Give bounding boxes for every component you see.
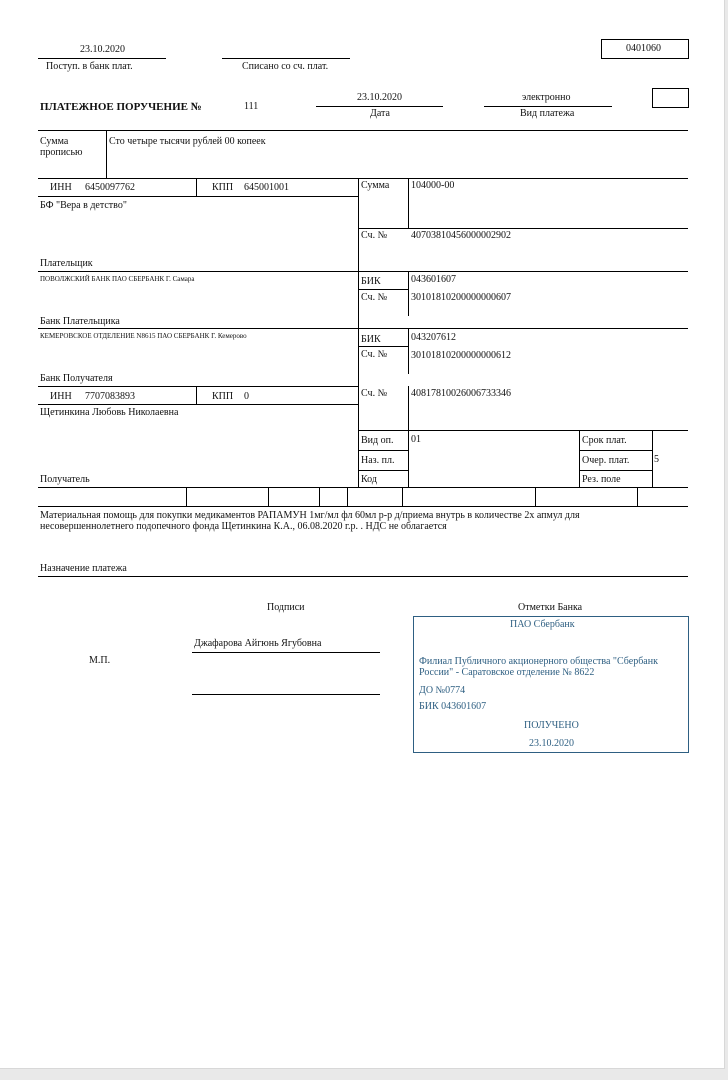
recipient-account: 40817810026006733346 (411, 388, 511, 399)
stamp-date: 23.10.2020 (529, 738, 574, 749)
grid-line (358, 450, 408, 451)
grid-line (535, 487, 536, 506)
date-label: Дата (370, 108, 390, 119)
payer-account: 40703810456000002902 (411, 230, 511, 241)
ocher-plat-label: Очер. плат. (582, 455, 630, 466)
document-number: 111 (244, 101, 259, 112)
grid-line (402, 487, 403, 506)
recipient-bank-label: Банк Получателя (40, 373, 113, 384)
grid-line (38, 271, 688, 272)
grid-line (38, 506, 688, 507)
grid-line (358, 228, 688, 229)
grid-line (408, 178, 409, 228)
signature-line-2 (192, 694, 380, 695)
stamp-status: ПОЛУЧЕНО (524, 720, 579, 731)
grid-line (358, 289, 408, 290)
purpose-line-1: Материальная помощь для покупки медикаментов РАПАМУН 1мг/мл фл 60мл р-р д/приема внутрь в количестве 2х апмул для (40, 510, 580, 521)
grid-line (347, 487, 348, 506)
recipient-bank-account-label: Сч. № (361, 349, 388, 360)
kod-label: Код (361, 474, 377, 485)
recipient-bank-bik-label: БИК (361, 334, 381, 345)
recipient-inn: 7707083893 (85, 391, 135, 402)
amount-value: 104000-00 (411, 180, 455, 191)
debited-label: Списано со сч. плат. (242, 61, 329, 72)
payer-kpp-label: КПП (212, 182, 234, 193)
recipient-name: Щетинкина Любовь Николаевна (40, 407, 179, 418)
grid-line (579, 450, 652, 451)
grid-line (38, 404, 358, 405)
grid-line (38, 196, 358, 197)
payer-label: Плательщик (40, 258, 93, 269)
grid-line (196, 386, 197, 404)
recipient-bank-bik: 043207612 (411, 332, 456, 343)
debited-line (222, 58, 350, 59)
bank-received-line (38, 58, 166, 59)
purpose-bottom-line (38, 576, 688, 577)
bank-received-label: Поступ. в банк плат. (46, 61, 133, 72)
purpose-label: Назначение платежа (40, 563, 127, 574)
payment-status-box (652, 88, 689, 108)
grid-line (358, 178, 359, 487)
payer-inn-label: ИНН (50, 182, 72, 193)
payment-type-label: Вид платежа (520, 108, 575, 119)
rez-pole-label: Рез. поле (582, 474, 621, 485)
recipient-inn-label: ИНН (50, 391, 72, 402)
recipient-label: Получатель (40, 474, 90, 485)
grid-line (408, 328, 409, 374)
payer-bank-name: ПОВОЛЖСКИЙ БАНК ПАО СБЕРБАНК Г. Самара (40, 275, 195, 283)
grid-line (268, 487, 269, 506)
bank-received-date: 23.10.2020 (80, 44, 125, 55)
form-code: 0401060 (626, 43, 661, 54)
payer-account-label: Сч. № (361, 230, 388, 241)
bank-marks-label: Отметки Банка (518, 602, 583, 613)
amount-words-label-1: Сумма (40, 136, 69, 147)
bank-stamp (413, 616, 689, 753)
payer-bank-bik-label: БИК (361, 276, 381, 287)
vid-op-label: Вид оп. (361, 435, 394, 446)
srok-plat-label: Срок плат. (582, 435, 627, 446)
amount-label: Сумма (361, 180, 390, 191)
grid-line (38, 386, 358, 387)
grid-line (38, 328, 688, 329)
amount-words-top-line (38, 130, 688, 131)
grid-line (358, 470, 408, 471)
signer-name: Джафарова Айгюнь Ягубовна (194, 638, 322, 649)
vid-op-value: 01 (411, 434, 421, 445)
recipient-bank-name: КЕМЕРОВСКОЕ ОТДЕЛЕНИЕ N8615 ПАО СБЕРБАНК Г. Кемерово (40, 332, 247, 340)
grid-line (38, 178, 688, 179)
amount-words-label-2: прописью (40, 147, 83, 158)
grid-line (652, 430, 653, 487)
payment-type-value: электронно (522, 92, 571, 103)
payer-name: БФ "Вера в детство" (40, 200, 127, 211)
date-value: 23.10.2020 (357, 92, 402, 103)
recipient-kpp-label: КПП (212, 391, 234, 402)
grid-line (38, 487, 688, 488)
recipient-kpp: 0 (244, 391, 249, 402)
date-line (316, 106, 443, 107)
grid-line (196, 178, 197, 196)
stamp-office: ДО №0774 (419, 685, 466, 696)
mp-label: М.П. (89, 655, 111, 666)
payer-bank-account-label: Сч. № (361, 292, 388, 303)
grid-line (358, 346, 408, 347)
payer-bank-bik: 043601607 (411, 274, 456, 285)
grid-line (637, 487, 638, 506)
signature-line-1 (192, 652, 380, 653)
grid-line (579, 430, 580, 487)
amount-words-value: Сто четыре тысячи рублей 00 копеек (109, 136, 266, 147)
grid-line (319, 487, 320, 506)
stamp-branch-line-1: Филиал Публичного акционерного общества "Сбербанк (419, 656, 658, 667)
payer-bank-label: Банк Плательщика (40, 316, 120, 327)
signatures-label: Подписи (267, 602, 305, 613)
stamp-branch-line-2: России" - Саратовское отделение № 8622 (419, 667, 595, 678)
payer-bank-account: 30101810200000000607 (411, 292, 511, 303)
grid-line (408, 386, 409, 430)
grid-line (186, 487, 187, 506)
stamp-bank-name: ПАО Сбербанк (510, 619, 575, 630)
recipient-bank-account: 30101810200000000612 (411, 350, 511, 361)
ocher-plat-value: 5 (654, 454, 659, 465)
payer-kpp: 645001001 (244, 182, 289, 193)
payer-inn: 6450097762 (85, 182, 135, 193)
document-title: ПЛАТЕЖНОЕ ПОРУЧЕНИЕ № (40, 101, 202, 113)
grid-line (408, 271, 409, 316)
stamp-bik: БИК 043601607 (419, 701, 487, 712)
grid-line (579, 470, 652, 471)
grid-line (408, 430, 409, 487)
amount-words-divider (106, 130, 107, 178)
naz-pl-label: Наз. пл. (361, 455, 395, 466)
recipient-account-label: Сч. № (361, 388, 388, 399)
payment-type-line (484, 106, 612, 107)
purpose-line-2: несовершеннолетнего подопечного фонда Щетинкина К.А., 06.08.2020 г.р. . НДС не облагается (40, 521, 447, 532)
